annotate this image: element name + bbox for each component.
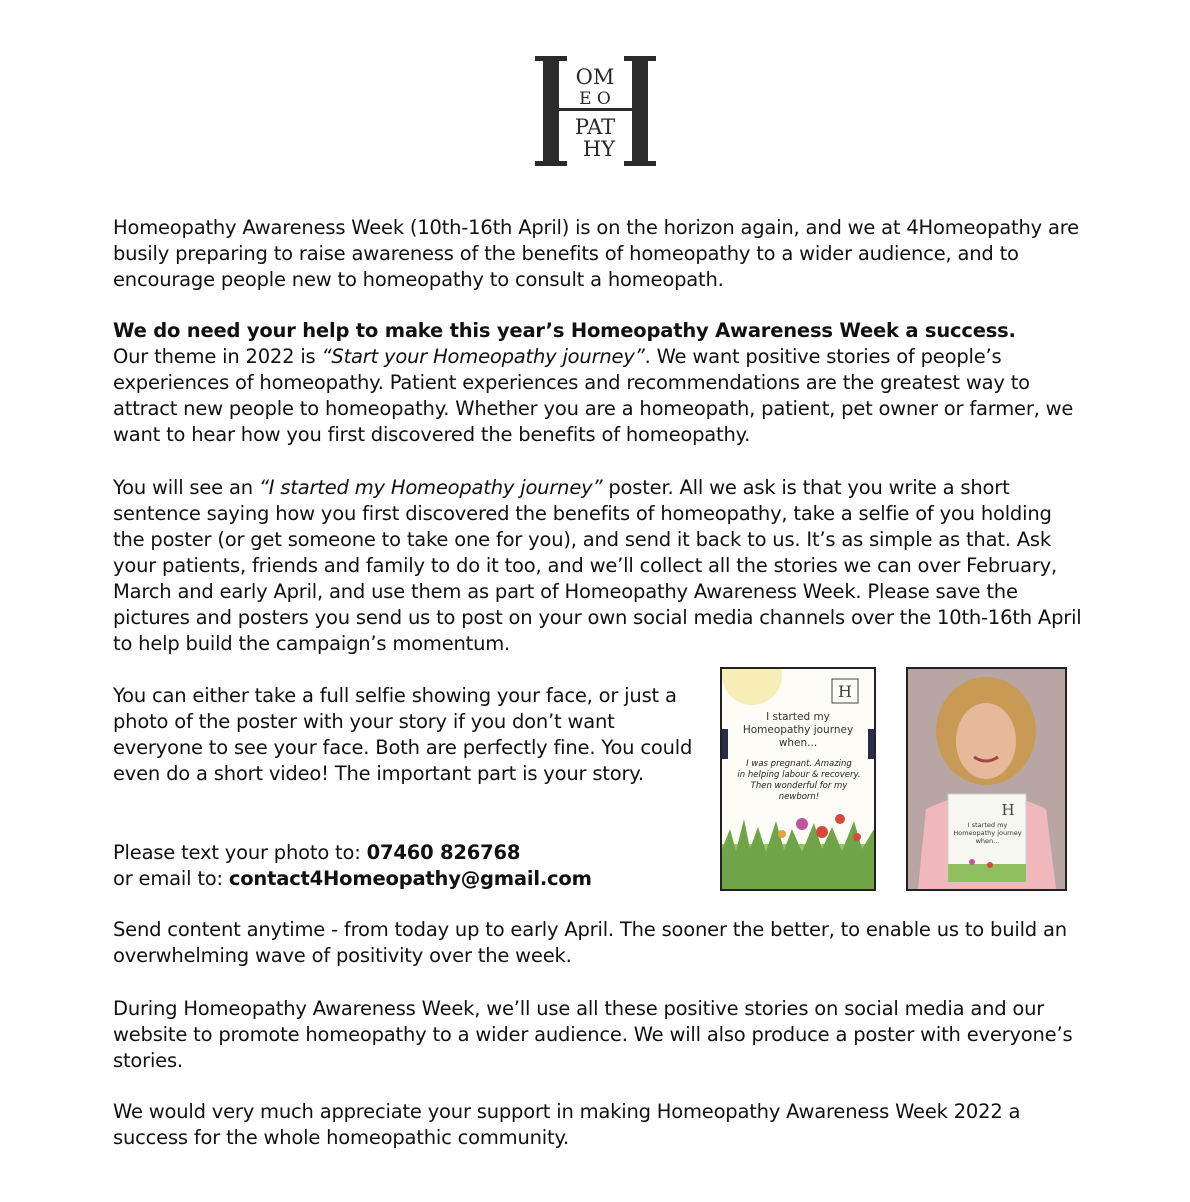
usage-text: During Homeopathy Awareness Week, we’ll use all these positive stories on social media and our website to promote homeopathy to a wider audience. We will also produce a poster with everyone’s stories. — [113, 997, 1073, 1072]
svg-text:H: H — [838, 682, 852, 701]
closing-text: We would very much appreciate your support in making Homeopathy Awareness Week 2022 a success for the whole homeopathic community. — [113, 1100, 1021, 1149]
homeopathy-logo — [535, 56, 656, 166]
help-paragraph — [113, 318, 1083, 448]
selfie-paragraph — [113, 683, 703, 787]
logo-row-2: E O — [579, 89, 611, 109]
email-address[interactable]: contact4Homeopathy@gmail.com — [228, 867, 592, 890]
selfie-illustration — [908, 669, 1065, 889]
contact-block — [113, 840, 703, 892]
small-poster-line-2: Homeopathy journey — [953, 829, 1022, 837]
usage-paragraph — [113, 996, 1083, 1074]
logo-row-1: OM — [575, 65, 615, 89]
poster-line-3: when... — [778, 737, 818, 749]
poster-handwriting — [736, 759, 862, 803]
help-heading: We do need your help to make this year’s Homeopathy Awareness Week a success. — [113, 319, 1016, 342]
phone-label: Please text your photo to: — [113, 841, 367, 864]
phone-number[interactable]: 07460 826768 — [366, 841, 521, 864]
selfie-text: You can either take a full selfie showing your face, or just a photo of the poster with your story if you don’t want everyone to see your face. Both are perfectly fine. You could even do a short video! The important part is your story. — [113, 684, 693, 785]
logo-row-4: HY — [582, 137, 616, 161]
theme-pre: Our theme in 2022 is — [113, 345, 322, 368]
poster-post: poster. All we ask is that you write a short sentence saying how you first discovered the benefits of homeopathy, take a selfie of you holding the poster (or get someone to take one for you), and send it back to us. It’s as simple as that. Ask your patients, friends and family to do it too, and we’ll collect all the stories we can over February, March and early April, and use them as part of Homeopathy Awareness Week. Please save the pictures and posters you send us to post on your own social media channels over the 10th-16th April to help build the campaign’s momentum. — [113, 476, 1082, 655]
handwriting-line-1: I was pregnant. Amazing — [746, 759, 852, 769]
phone-line — [113, 840, 703, 866]
poster-pre: You will see an — [113, 476, 259, 499]
poster-text — [113, 475, 1083, 657]
small-poster-line-3: when... — [975, 837, 1000, 845]
poster-line-1: I started my — [766, 711, 830, 723]
email-label: or email to: — [113, 867, 229, 890]
theme-post: . We want positive stories of people’s experiences of homeopathy. Patient experiences and recommendations are the greatest way to attract new people to homeopathy. Whether you are a homeopath, patient, pet owner or farmer, we want to hear how you first discovered the benefits of homeopathy. — [113, 345, 1074, 446]
closing-paragraph — [113, 1099, 1083, 1151]
small-poster-line-1: I started my — [967, 821, 1008, 829]
poster-heading — [732, 711, 864, 750]
poster-photo — [720, 667, 876, 891]
email-line — [113, 866, 703, 892]
svg-text:H: H — [1001, 801, 1015, 819]
handwriting-line-3: Then wonderful for my newborn! — [750, 781, 848, 802]
timing-paragraph — [113, 917, 1083, 969]
poster-line-2: Homeopathy journey — [742, 724, 854, 736]
intro-text: Homeopathy Awareness Week (10th-16th April) is on the horizon again, and we at 4Homeopathy are busily preparing to raise awareness of the benefits of homeopathy to a wider audience, and to encourage people new to homeopathy to consult a homeopath. — [113, 216, 1079, 291]
theme-text — [113, 344, 1083, 448]
timing-text: Send content anytime - from today up to early April. The sooner the better, to enable us to build an overwhelming wave of positivity over the week. — [113, 918, 1067, 967]
small-poster-heading — [952, 821, 1023, 845]
theme-title: “Start your Homeopathy journey” — [321, 345, 645, 368]
logo-row-3: PAT — [574, 115, 616, 139]
poster-paragraph — [113, 475, 1083, 657]
intro-paragraph — [113, 215, 1083, 293]
handwriting-line-2: in helping labour & recovery. — [737, 770, 861, 780]
poster-title: “I started my Homeopathy journey” — [258, 476, 603, 499]
selfie-photo — [906, 667, 1067, 891]
